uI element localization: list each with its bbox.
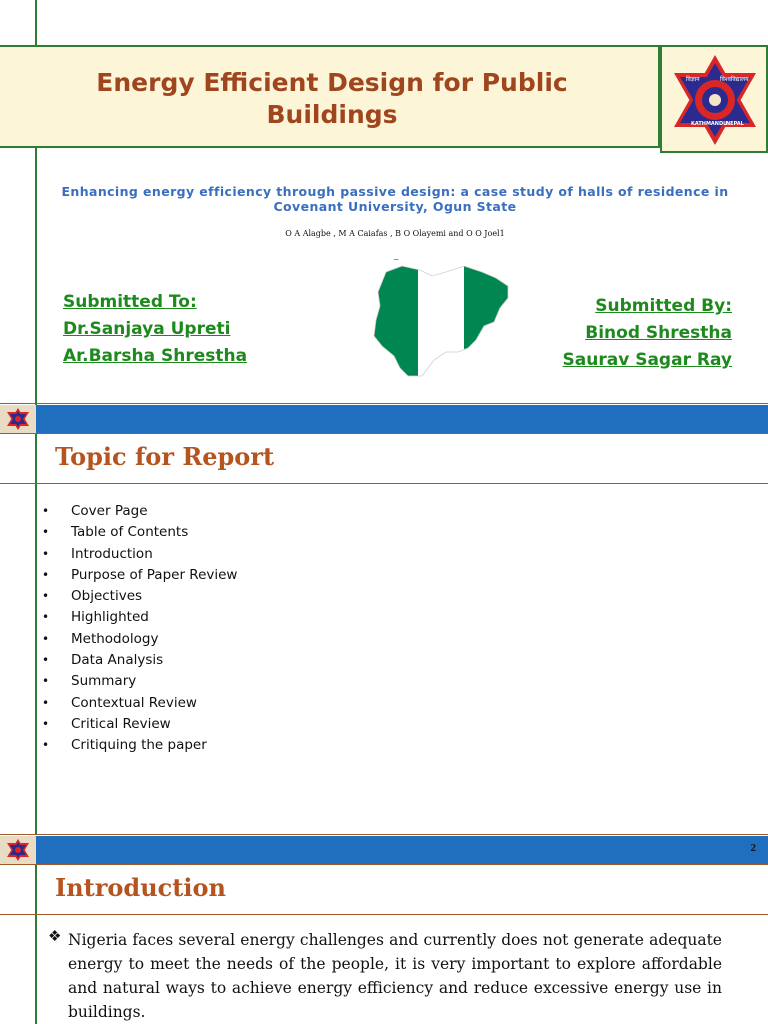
list-item: • Data Analysis [42,650,237,671]
slide-divider [0,834,768,835]
logo-small-icon [0,405,36,433]
university-logo [660,45,768,153]
svg-text:KATHMANDU: KATHMANDU [691,121,728,127]
list-item: • Cover Page [42,501,237,522]
submitted-to-heading: Submitted To: [63,292,197,312]
list-item: • Contextual Review [42,693,237,714]
submitted-to-name: Ar.Barsha Shrestha [63,346,248,366]
submitted-by-heading: Submitted By: [595,296,732,316]
submitted-by-block [563,293,732,374]
list-item: • Methodology [42,629,237,650]
list-item: • Purpose of Paper Review [42,565,237,586]
svg-text:NEPAL: NEPAL [726,121,744,127]
svg-text:विज्ञान: विज्ञान [686,76,700,83]
submitted-by-name: Binod Shrestha [585,323,732,343]
list-item: • Critiquing the paper [42,735,237,756]
slide-title: Introduction [55,873,226,902]
paper-subtitle: Enhancing energy efficiency through passive design: a case study of halls of residence in Covenant University, Ogun State [61,184,729,214]
title-underline [0,914,768,915]
slide-edge-line [35,148,37,406]
slide-edge-line [35,432,37,835]
slide-edge-line [35,863,37,1024]
topic-list [42,501,237,757]
paper-authors: O A Alagbe , M A Caiafas , B O Olayemi and O O Joel1 [285,229,505,238]
diamond-bullet-icon: ❖ [48,928,62,945]
title-banner [0,45,660,148]
list-item: • Table of Contents [42,522,237,543]
slide-header-band [0,405,768,433]
svg-text:विश्वविद्यालय: विश्वविद्यालय [720,76,749,83]
slide-divider [0,433,768,434]
list-item: • Objectives [42,586,237,607]
submitted-to-block [63,289,247,370]
document-title: Energy Efficient Design for Public Buildings [96,68,568,129]
slide-divider [0,864,768,865]
page-number: 2 [750,842,756,854]
list-item: • Highlighted [42,607,237,628]
slide-edge-line [35,0,37,45]
title-underline [0,483,768,484]
logo-small-icon [0,836,36,864]
nigeria-flag-map-icon [372,264,512,378]
list-item: • Critical Review [42,714,237,735]
decorative-dash: _ [394,251,399,260]
submitted-by-name: Saurav Sagar Ray [562,350,732,370]
submitted-to-name: Dr.Sanjaya Upreti [63,319,231,339]
slide-divider [0,403,768,404]
slide-header-band [0,836,768,864]
slide-title: Topic for Report [55,442,275,471]
intro-paragraph: Nigeria faces several energy challenges and currently does not generate adequate energy to meet the needs of the people, it is very important to explore affordable and natural ways to achieve energy efficiency and reduce excessive energy use in buildings. [68,931,722,1021]
list-item: • Summary [42,671,237,692]
list-item: • Introduction [42,544,237,565]
